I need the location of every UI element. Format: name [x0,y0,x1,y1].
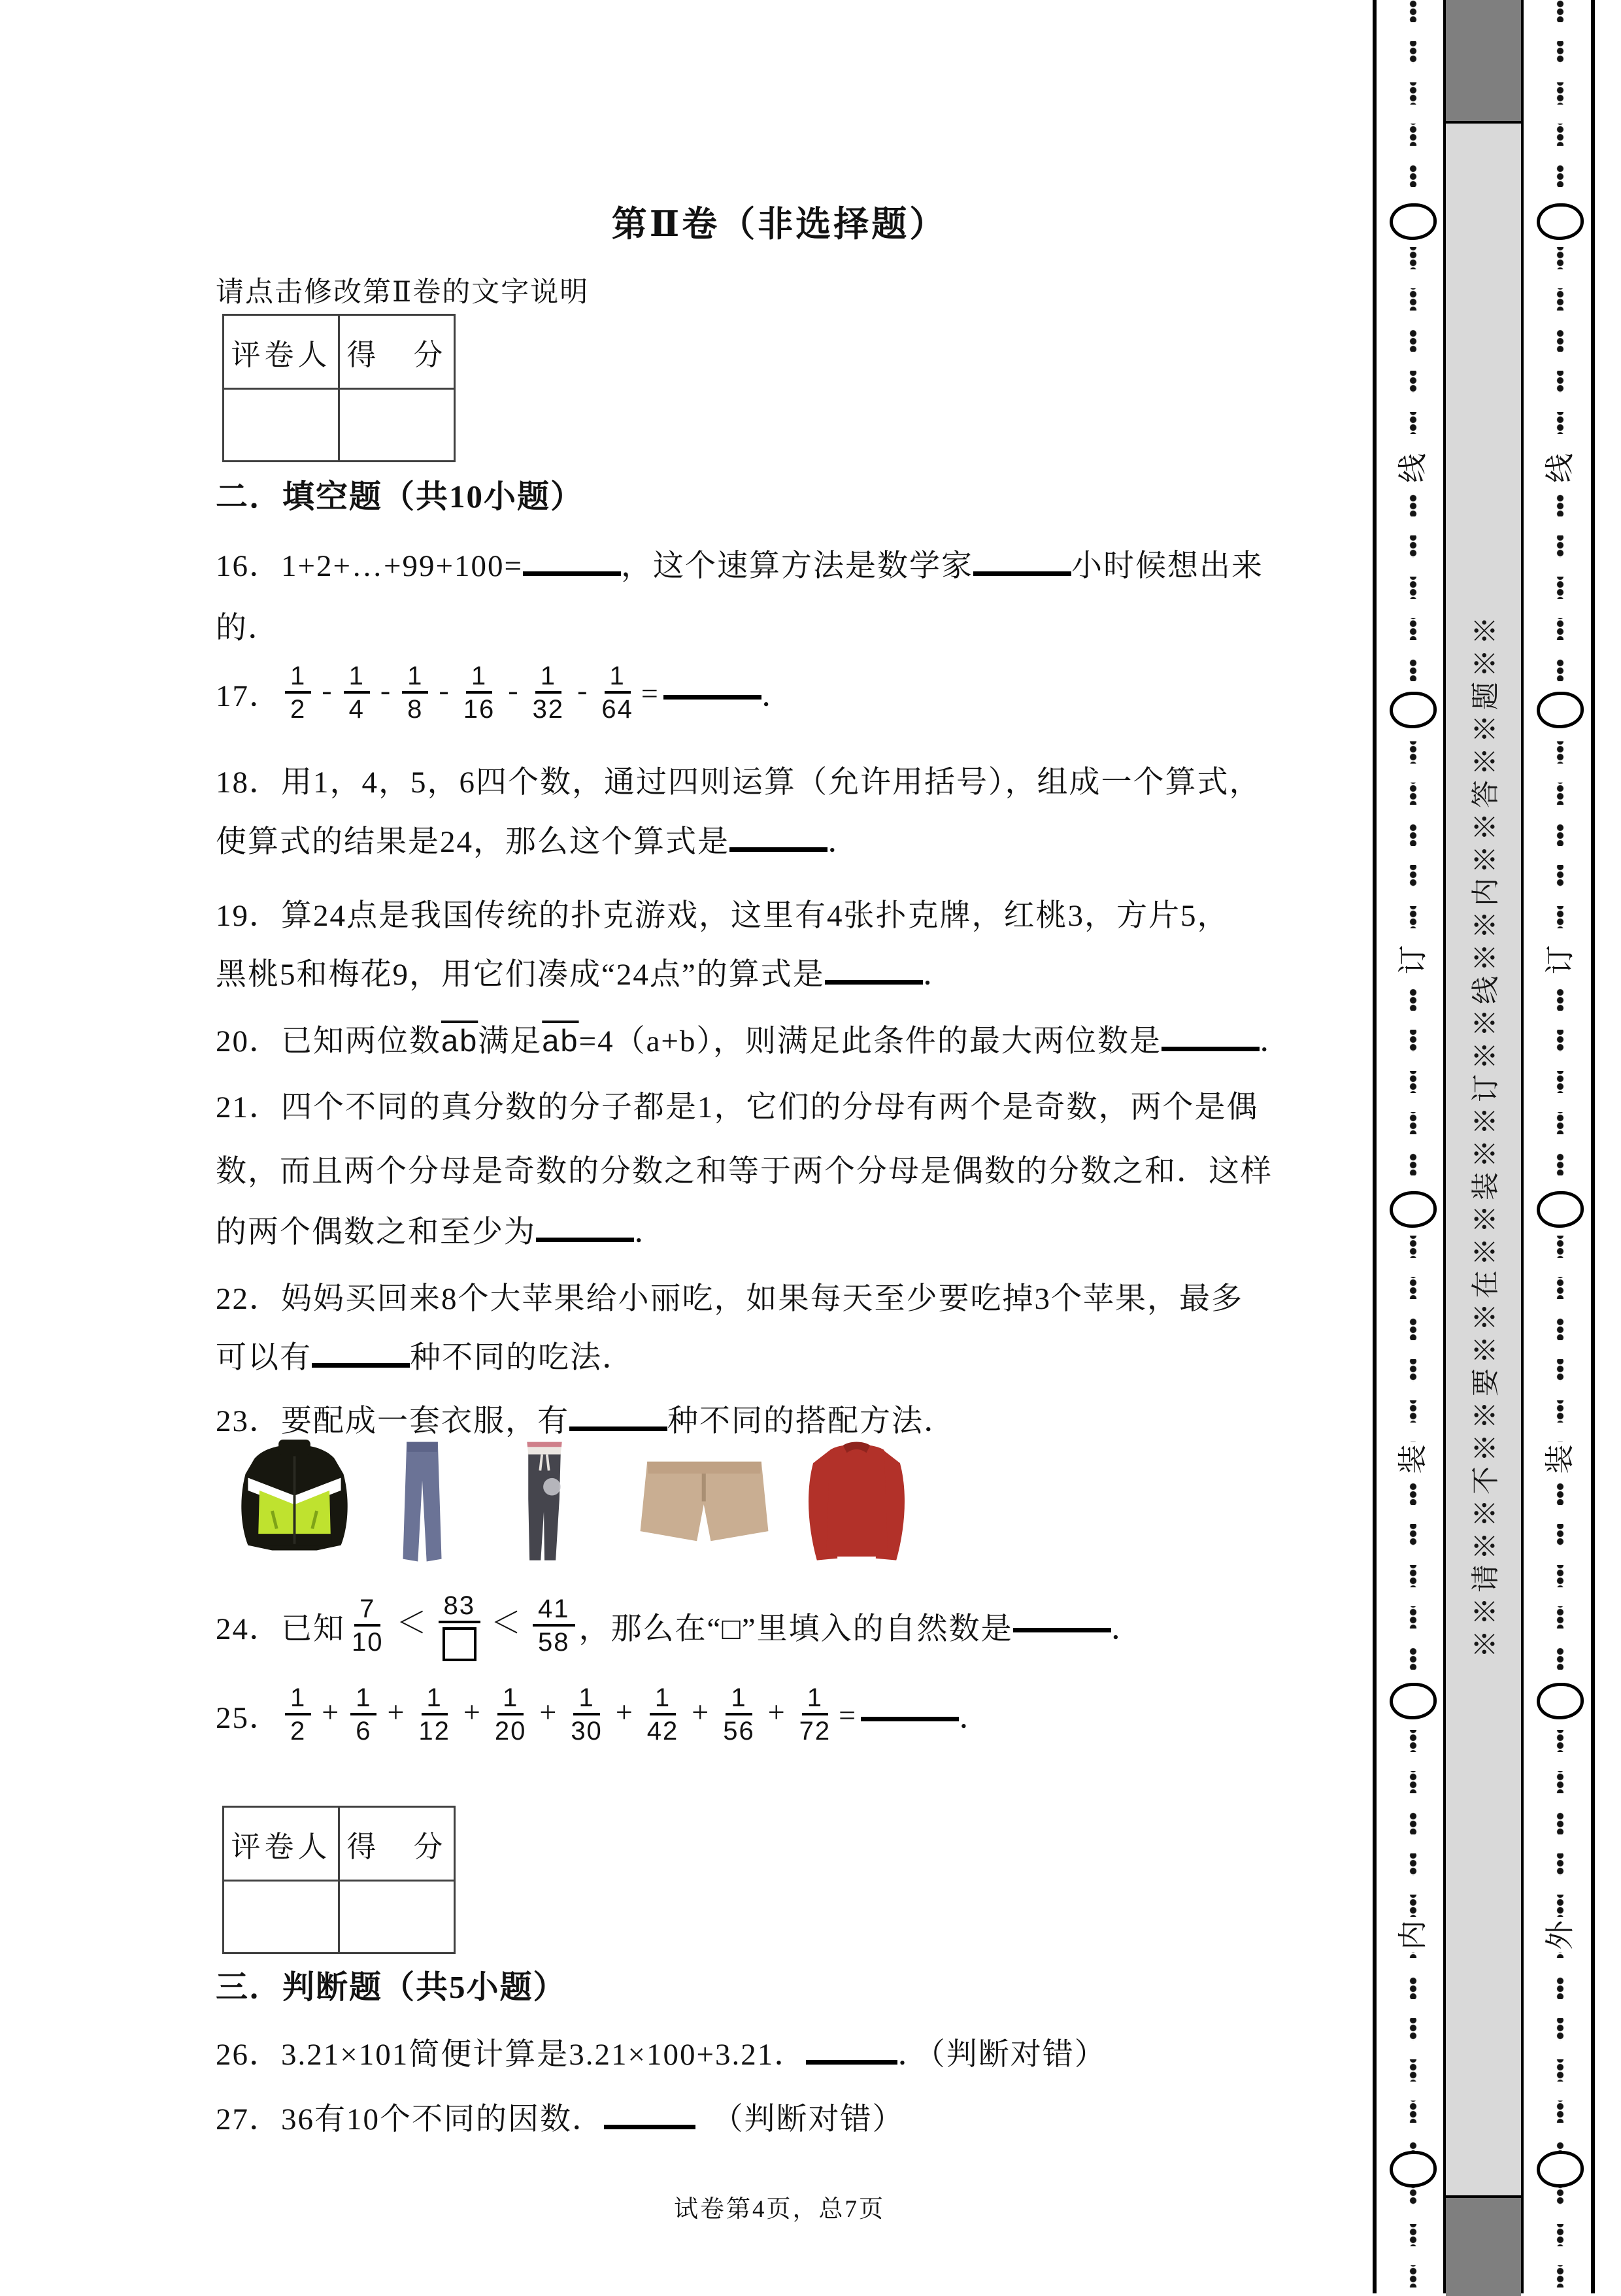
answer-blank [604,2117,695,2129]
q24-period: ． [1111,1612,1143,1646]
q26-text: ．（判断对错） [897,2038,1107,2072]
operator: - [577,673,589,707]
q20-ab-overline: $\overline{ab}$ [542,1023,579,1058]
grader-cell-empty [224,389,339,462]
question-27 [216,2100,905,2139]
q25-number: 25． [216,1700,281,1735]
binding-circle-mark [1537,692,1584,728]
fraction: $\frac{41}{58}$ [533,1594,575,1658]
q27-text: （判断对错） [727,2102,905,2136]
q24-text: 已知 [281,1612,345,1646]
q23-text: 23．要配成一套衣服，有 [216,1404,569,1438]
operator: - [439,673,450,707]
q24-number: 24． [216,1612,281,1646]
operator: + [692,1695,710,1729]
q16-text: 小时候想出来 [1071,549,1264,583]
question-16-line-1 [216,547,1263,586]
question-16-line-2: 的． [216,611,280,645]
fraction: $\frac{1}{42}$ [646,1683,679,1746]
answer-blank [861,1709,959,1721]
binding-char-订: 订 [1539,942,1582,977]
q18-period: ． [827,825,860,859]
fraction: $\frac{1}{8}$ [402,661,428,725]
grader-cell-empty [224,1881,339,1953]
operator: ＜ [396,1606,428,1640]
section-2-heading: 二．填空题（共10小题） [216,479,584,515]
question-18-line-2 [216,822,860,862]
jeans-image [373,1437,471,1571]
question-17 [216,644,794,742]
binding-circle-mark [1390,203,1437,240]
answer-blank [523,564,621,576]
fraction: $\frac{1}{72}$ [799,1683,831,1746]
answer-blank [806,2052,897,2065]
jacket-image [234,1437,355,1568]
score-cell-empty [339,1881,455,1953]
q19-text: 黑桃5和梅花9，用它们凑成“24点”的算式是 [216,958,825,992]
question-22-line-1: 22．妈妈买回来8个大苹果给小丽吃，如果每天至少要吃掉3个苹果，最多 [216,1282,1243,1316]
q20-text: =4（a+b），则满足此条件的最大两位数是 [578,1024,1161,1058]
question-25 [216,1666,991,1764]
fraction: $\frac{1}{56}$ [723,1683,755,1746]
fraction: $\frac{1}{2}$ [285,1683,311,1747]
q25-equals: = [839,1698,858,1732]
q22-text: 可以有 [216,1341,312,1375]
q20-ab-overline: $\overline{ab}$ [441,1023,478,1058]
q24-fraction-sequence [345,1591,579,1661]
grader-score-table [222,314,456,462]
binding-char-线: 线 [1392,450,1435,485]
fraction: $\frac{1}{30}$ [571,1683,603,1746]
q21-text: 的两个偶数之和至少为 [216,1215,536,1249]
fraction: $\frac{7}{10}$ [352,1595,384,1657]
binding-char-装: 装 [1539,1442,1582,1476]
binding-border-left [1373,0,1377,2293]
operator: + [322,1695,341,1729]
binding-char-内: 内 [1392,1917,1435,1952]
score-label: 得 分 [339,315,455,389]
binding-char-线: 线 [1539,450,1582,485]
binding-circle-mark [1390,1683,1437,1719]
operator: + [463,1695,482,1729]
answer-blank [1161,1039,1260,1051]
q19-period: ． [922,958,955,992]
question-19-line-1: 19．算24点是我国传统的扑克游戏，这里有4张扑克牌，红桃3，方片5， [216,899,1229,933]
q16-text: ，这个速算方法是数学家 [621,549,974,583]
binding-char-订: 订 [1392,942,1435,977]
q17-equals: = [641,676,660,710]
operator: - [322,673,333,707]
answer-blank [312,1355,410,1368]
fraction: $\frac{1}{20}$ [494,1683,527,1746]
question-22-line-2 [216,1338,634,1377]
binding-circle-mark [1537,1683,1584,1719]
q20-text: 20．已知两位数 [216,1024,441,1058]
shorts-image [637,1437,771,1553]
fraction: $\frac{1}{16}$ [463,662,495,724]
page-title: 第Ⅱ卷（非选择题） [611,205,948,244]
fraction: $\frac{1}{6}$ [350,1683,376,1747]
answer-blank [536,1230,634,1242]
binding-dotted-line-inner [1396,0,1429,2293]
fraction: 83 [439,1591,481,1661]
binding-strip-dark-bottom [1446,2195,1521,2296]
operator: + [615,1695,634,1729]
answer-blank [973,564,1071,576]
answer-blank [663,687,761,700]
q25-fraction-sequence [281,1683,837,1747]
binding-circle-mark [1537,1191,1584,1228]
grader-score-table-2 [222,1806,456,1954]
operator: + [767,1695,786,1729]
q25-period: ． [959,1700,992,1735]
sweatpants-image [492,1437,597,1571]
section-note: 请点击修改第Ⅱ卷的文字说明 [216,277,590,308]
grader-label: 评卷人 [224,1807,339,1881]
answer-blank [569,1419,667,1431]
section-3-heading: 三．判断题（共5小题） [216,1969,567,2005]
binding-circle-mark [1537,203,1584,240]
binding-circle-mark [1390,692,1437,728]
sweater-image [796,1437,917,1571]
binding-dotted-line-outer [1543,0,1577,2293]
grader-label: 评卷人 [224,315,339,389]
question-23 [216,1402,956,1441]
q26-text: 26．3.21×101简便计算是3.21×100+3.21． [216,2038,807,2072]
fraction: $\frac{1}{12}$ [418,1683,450,1746]
q22-text: 种不同的吃法． [410,1341,634,1375]
q18-text: 使算式的结果是24，那么这个算式是 [216,825,729,859]
question-24 [216,1577,1143,1675]
question-20 [216,1021,1292,1061]
fraction: $\frac{1}{4}$ [344,661,370,725]
q20-text: 满足 [478,1024,543,1058]
binding-circle-mark [1390,2151,1437,2187]
binding-circle-mark [1537,2151,1584,2187]
question-19-line-2 [216,955,955,994]
empty-box-denominator [443,1627,476,1661]
question-21-line-2: 数，而且两个分母是奇数的分数之和等于两个分母是偶数的分数之和．这样 [216,1155,1273,1189]
binding-strip-warning-text: ※※请※※不※※要※※在※※装※※订※※线※※内※※答※※题※※ [1471,612,1501,1659]
binding-char-装: 装 [1392,1442,1435,1476]
q21-period: ． [634,1215,666,1249]
binding-strip-dark-top [1446,0,1521,124]
score-cell-empty [339,389,455,462]
operator: - [380,673,392,707]
clothing-images [234,1437,917,1571]
operator: + [539,1695,558,1729]
score-label: 得 分 [339,1807,455,1881]
question-21-line-1: 21．四个不同的真分数的分子都是1，它们的分母有两个是奇数，两个是偶 [216,1090,1259,1124]
q17-number: 17． [216,679,281,713]
operator: - [508,673,520,707]
binding-border-right [1591,0,1595,2293]
question-26 [216,2035,1107,2074]
q23-text: 种不同的搭配方法． [667,1404,956,1438]
answer-blank [729,839,827,852]
q16-text: 16．1+2+…+99+100= [216,549,524,583]
page-footer: 试卷第4页，总7页 [674,2196,885,2223]
answer-blank [1013,1620,1111,1632]
q17-fraction-sequence [281,661,640,725]
operator: ＜ [491,1606,522,1640]
binding-char-外: 外 [1539,1917,1582,1952]
question-18-line-1: 18．用1，4，5，6四个数，通过四则运算（允许用括号），组成一个算式， [216,766,1262,800]
answer-blank [825,972,923,985]
q27-text: 27．36有10个不同的因数． [216,2102,604,2136]
q20-period: ． [1259,1024,1292,1058]
operator: + [387,1695,406,1729]
binding-circle-mark [1390,1191,1437,1228]
exam-content [216,0,1343,2293]
q17-period: ． [761,679,794,713]
binding-gray-strip [1443,0,1524,2293]
q24-text: ，那么在“□”里填入的自然数是 [578,1612,1013,1646]
fraction: $\frac{1}{64}$ [601,662,633,724]
question-21-line-3 [216,1213,666,1252]
fraction: $\frac{1}{32}$ [532,662,565,724]
fraction: $\frac{1}{2}$ [285,661,311,725]
